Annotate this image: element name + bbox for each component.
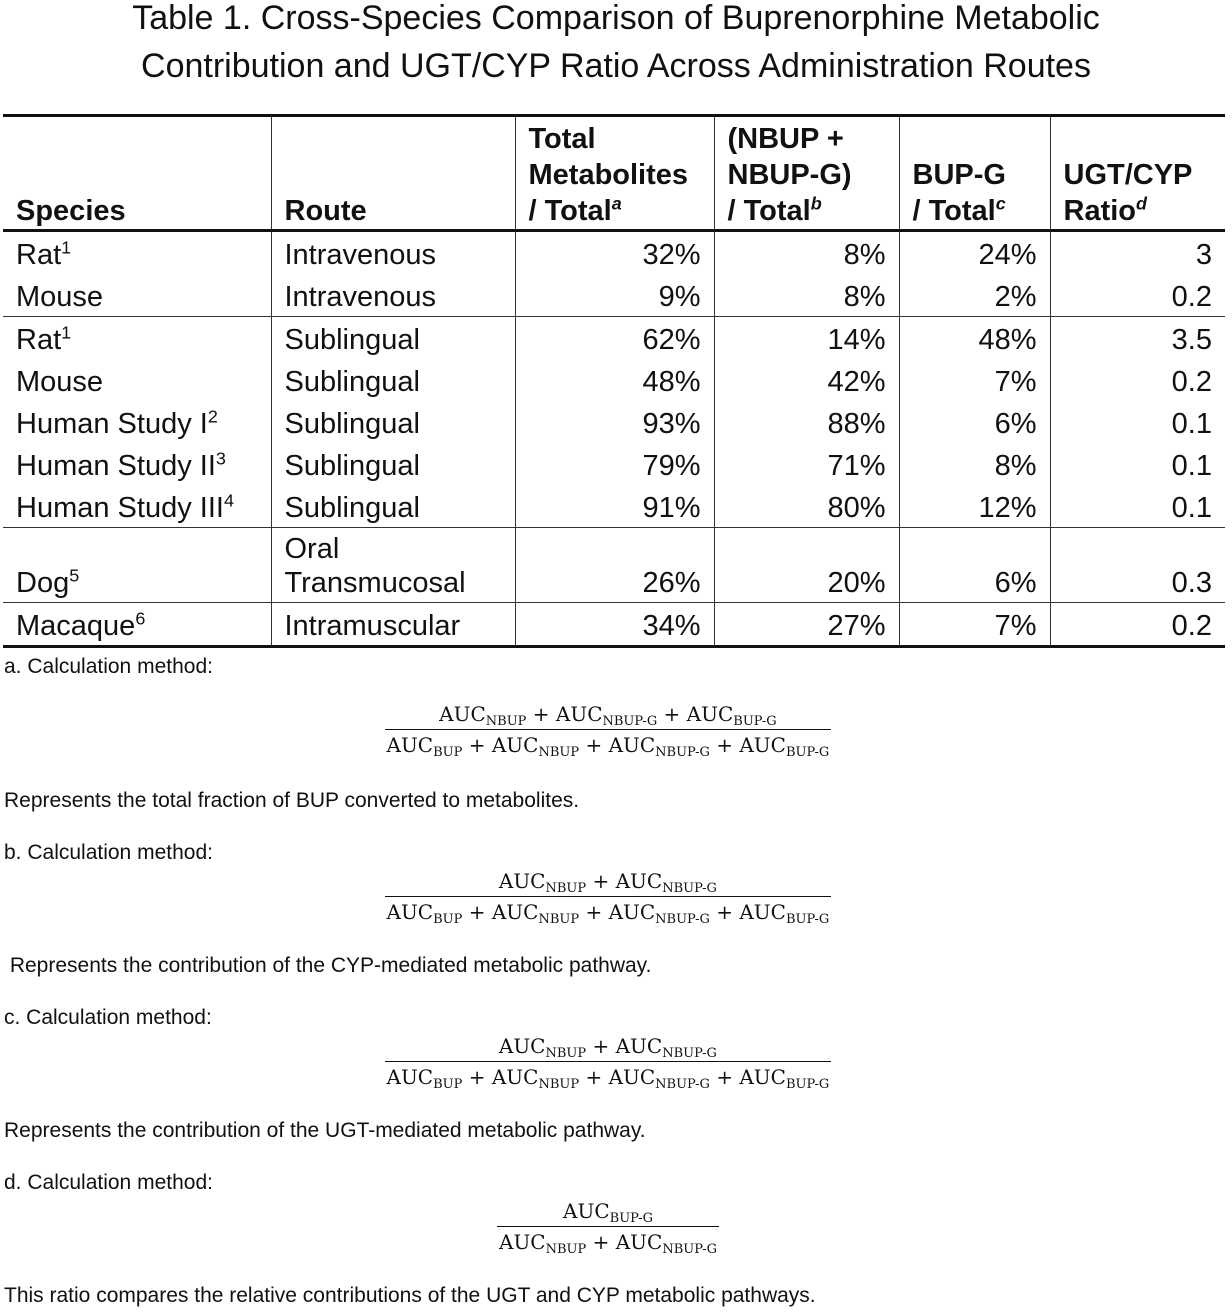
species-name: Rat [16,239,62,271]
fraction-bar [497,1226,719,1227]
footnote-label: a. Calculation method: [4,655,213,678]
fraction-bar [385,729,832,730]
cell-nbup-total: 71% [714,443,899,485]
cell-route: Sublingual [271,485,515,528]
cell-nbup-total: 20% [714,528,899,603]
table-row [3,528,1225,603]
header-ugt-cyp-ratio [1050,116,1225,231]
reference-marker: 2 [207,406,218,427]
cell-species [3,401,271,443]
header-bupg-total [899,116,1050,231]
cell-bupg-total: 2% [899,274,1050,317]
cell-total-metabolites: 34% [515,603,714,647]
cell-nbup-total: 8% [714,274,899,317]
cell-bupg-total: 8% [899,443,1050,485]
cell-nbup-total: 88% [714,401,899,443]
cell-ugt-cyp-ratio: 3 [1050,231,1225,275]
table-header-row [3,116,1225,231]
cell-species [3,528,271,603]
reference-marker: 6 [135,608,146,629]
species-name: Macaque [16,610,136,642]
species-name: Human Study II [16,450,216,482]
footnote-description: Represents the contribution of the CYP-mediated metabolic pathway. [4,954,652,977]
reference-marker: 4 [223,490,234,511]
footnote-label: b. Calculation method: [4,841,213,864]
cell-nbup-total: 80% [714,485,899,528]
cell-ugt-cyp-ratio: 3.5 [1050,317,1225,360]
cell-species [3,317,271,360]
header-total-metabolites [515,116,714,231]
cell-total-metabolites: 32% [515,231,714,275]
table-body [3,231,1225,647]
header-total-metabolites-label: Total Metabolites / Total [528,123,689,227]
cell-total-metabolites: 93% [515,401,714,443]
cell-route: Intramuscular [271,603,515,647]
species-name: Rat [16,324,62,356]
footnote-description: Represents the contribution of the UGT-mediated metabolic pathway. [4,1119,646,1142]
cell-total-metabolites: 48% [515,359,714,401]
cell-bupg-total: 7% [899,603,1050,647]
cell-species [3,359,271,401]
cell-species [3,443,271,485]
table-row [3,317,1225,360]
calculation-formula [385,702,832,760]
table-row [3,359,1225,401]
table-title [0,0,1232,90]
fraction-bar [385,1061,832,1062]
cell-route: Sublingual [271,401,515,443]
reference-marker: 1 [61,322,72,343]
footnote-description: This ratio compares the relative contributions of the UGT and CYP metabolic pathways. [4,1284,816,1307]
cell-route: Sublingual [271,443,515,485]
species-name: Mouse [16,366,104,398]
calculation-formula [497,1199,719,1257]
cell-bupg-total: 24% [899,231,1050,275]
cell-ugt-cyp-ratio: 0.3 [1050,528,1225,603]
footnote-marker-a: a [611,193,622,214]
footnote-label: c. Calculation method: [4,1006,212,1029]
reference-marker: 3 [215,448,226,469]
calculation-formula [385,869,832,927]
cell-species [3,485,271,528]
table-row [3,274,1225,317]
cell-route: Sublingual [271,359,515,401]
cell-total-metabolites: 79% [515,443,714,485]
header-species [3,116,271,231]
table-row [3,401,1225,443]
header-route [271,116,515,231]
formula-denominator: $AUC_{BUP} + AUC_{NBUP} + AUC_{NBUP-G} + AUC_{BUP-G}$ [386,733,830,760]
cell-ugt-cyp-ratio: 0.2 [1050,359,1225,401]
cell-route: Oral Transmucosal [271,528,515,603]
cell-ugt-cyp-ratio: 0.2 [1050,603,1225,647]
cell-nbup-total: 27% [714,603,899,647]
cell-route: Intravenous [271,231,515,275]
species-name: Human Study I [16,408,208,440]
header-species-label: Species [16,195,126,227]
formula-numerator: $AUC_{NBUP} + AUC_{NBUP-G} + AUC_{BUP-G}$ [439,702,777,729]
formula-numerator: $AUC_{NBUP} + AUC_{NBUP-G}$ [498,1034,717,1061]
cell-bupg-total: 12% [899,485,1050,528]
cell-bupg-total: 7% [899,359,1050,401]
calculation-formula [385,1034,832,1092]
cell-route: Sublingual [271,317,515,360]
fraction-bar [385,896,832,897]
header-ugt-cyp-ratio-label: UGT/CYP Ratio [1063,159,1193,227]
footnote-marker-c: c [995,193,1006,214]
cell-total-metabolites: 9% [515,274,714,317]
cell-species [3,603,271,647]
cell-nbup-total: 8% [714,231,899,275]
reference-marker: 1 [61,237,72,258]
comparison-table [3,114,1225,648]
cell-total-metabolites: 62% [515,317,714,360]
cell-bupg-total: 48% [899,317,1050,360]
cell-bupg-total: 6% [899,528,1050,603]
table-row [3,443,1225,485]
cell-ugt-cyp-ratio: 0.1 [1050,485,1225,528]
formula-denominator: $AUC_{NBUP} + AUC_{NBUP-G}$ [499,1230,718,1257]
header-nbup-total-label: (NBUP + NBUP-G) / Total [727,123,852,227]
header-nbup-total [714,116,899,231]
cell-nbup-total: 42% [714,359,899,401]
formula-numerator: $AUC_{NBUP} + AUC_{NBUP-G}$ [498,869,717,896]
table-row [3,485,1225,528]
cell-species [3,274,271,317]
formula-denominator: $AUC_{BUP} + AUC_{NBUP} + AUC_{NBUP-G} + AUC_{BUP-G}$ [386,900,830,927]
cell-route: Intravenous [271,274,515,317]
cell-ugt-cyp-ratio: 0.2 [1050,274,1225,317]
cell-bupg-total: 6% [899,401,1050,443]
cell-total-metabolites: 91% [515,485,714,528]
title-line-1: Table 1. Cross-Species Comparison of Buprenorphine Metabolic [132,0,1100,37]
footnote-marker-b: b [810,193,822,214]
footnote-marker-d: d [1136,193,1147,214]
formula-numerator: $AUC_{BUP-G}$ [563,1199,653,1226]
header-bupg-total-label: BUP-G / Total [912,159,1006,227]
footnote-description: Represents the total fraction of BUP converted to metabolites. [4,789,580,812]
header-route-label: Route [284,195,367,227]
cell-ugt-cyp-ratio: 0.1 [1050,443,1225,485]
cell-total-metabolites: 26% [515,528,714,603]
species-name: Mouse [16,281,104,313]
formula-denominator: $AUC_{BUP} + AUC_{NBUP} + AUC_{NBUP-G} + AUC_{BUP-G}$ [386,1065,830,1092]
reference-marker: 5 [69,565,80,586]
cell-ugt-cyp-ratio: 0.1 [1050,401,1225,443]
species-name: Dog [16,567,70,599]
cell-species [3,231,271,275]
title-line-2: Contribution and UGT/CYP Ratio Across Administration Routes [141,47,1091,85]
species-name: Human Study III [16,492,224,524]
cell-nbup-total: 14% [714,317,899,360]
table-row [3,231,1225,275]
table-row [3,603,1225,647]
footnote-label: d. Calculation method: [4,1171,213,1194]
